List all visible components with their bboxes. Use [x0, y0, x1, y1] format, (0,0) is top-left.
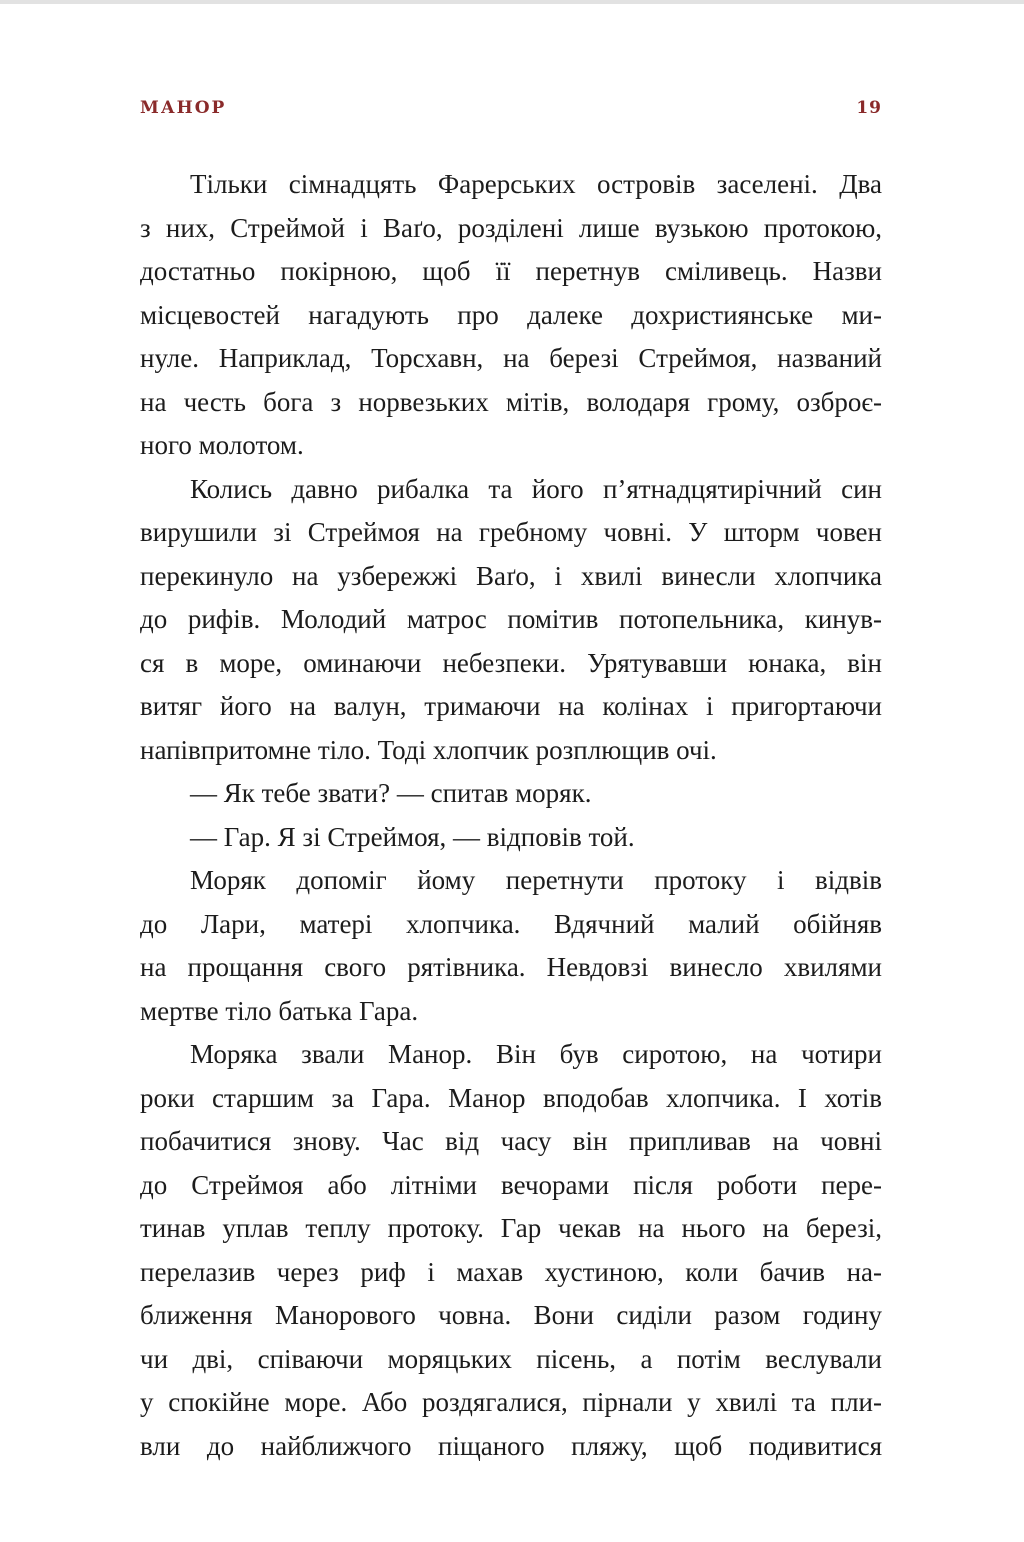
- text-line: на прощання свого рятівника. Невдовзі винесло хвилями: [140, 952, 882, 982]
- chapter-title: МАНОР: [140, 98, 227, 118]
- text-line: ного молотом.: [140, 430, 304, 460]
- text-line: Тільки сімнадцять Фарерських островів заселені. Два: [190, 169, 882, 199]
- text-line: місцевостей нагадують про далеке дохристиянське ми-: [140, 299, 882, 330]
- text-line: перелазив через риф і махав хустиною, коли бачив на-: [140, 1256, 882, 1287]
- text-line: напівпритомне тіло. Тоді хлопчик розплющив очі.: [140, 734, 717, 765]
- text-line: до Лари, матері хлопчика. Вдячний малий обійняв: [140, 908, 882, 939]
- text-line: — Гар. Я зі Стреймоя, — відповів той.: [190, 821, 635, 852]
- text-line: ся в море, оминаючи небезпеки. Урятувавши юнака, він: [140, 647, 882, 678]
- text-line: — Як тебе звати? — спитав моряк.: [190, 778, 592, 808]
- text-line: достатньо покірною, щоб її перетнув сміливець. Назви: [140, 256, 882, 286]
- text-line: вирушили зі Стреймоя на гребному човні. У шторм човен: [140, 517, 882, 547]
- text-line: тинав уплав теплу протоку. Гар чекав на нього на березі,: [140, 1213, 882, 1243]
- text-line: чи дві, співаючи моряцьких пісень, а потім веслували: [140, 1343, 882, 1374]
- text-line: перекинуло на узбережжі Ваґо, і хвилі винесли хлопчика: [140, 560, 882, 591]
- page-number: 19: [856, 98, 882, 118]
- text-line: роки старшим за Гара. Манор вподобав хлопчика. І хотів: [140, 1082, 882, 1113]
- text-line: до Стреймоя або літніми вечорами після роботи пере-: [140, 1169, 882, 1200]
- text-line: Колись давно рибалка та його п’ятнадцятирічний син: [190, 473, 882, 504]
- running-header: [140, 98, 882, 126]
- text-line: з них, Стреймой і Ваґо, розділені лише вузькою протокою,: [140, 212, 882, 243]
- top-divider: [0, 0, 1024, 4]
- text-line: у спокійне море. Або роздягалися, пірнали у хвилі та пли-: [140, 1387, 882, 1417]
- text-line: побачитися знову. Час від часу він припливав на човні: [140, 1126, 882, 1156]
- text-line: нуле. Наприклад, Торсхавн, на березі Стреймоя, названий: [140, 343, 882, 373]
- text-line: витяг його на валун, тримаючи на колінах і пригортаючи: [140, 691, 882, 721]
- text-line: Моряка звали Манор. Він був сиротою, на чотири: [190, 1039, 882, 1069]
- body-text: [140, 163, 882, 1468]
- text-line: на честь бога з норвезьких мітів, володаря грому, озброє-: [140, 386, 882, 417]
- text-line: вли до найближчого піщаного пляжу, щоб подивитися: [140, 1430, 882, 1461]
- text-line: мертве тіло батька Гара.: [140, 995, 419, 1026]
- text-line: Моряк допоміг йому перетнути протоку і відвів: [190, 865, 882, 895]
- text-line: ближення Манорового човна. Вони сиділи разом годину: [140, 1300, 882, 1330]
- text-line: до рифів. Молодий матрос помітив потопельника, кинув-: [140, 604, 882, 634]
